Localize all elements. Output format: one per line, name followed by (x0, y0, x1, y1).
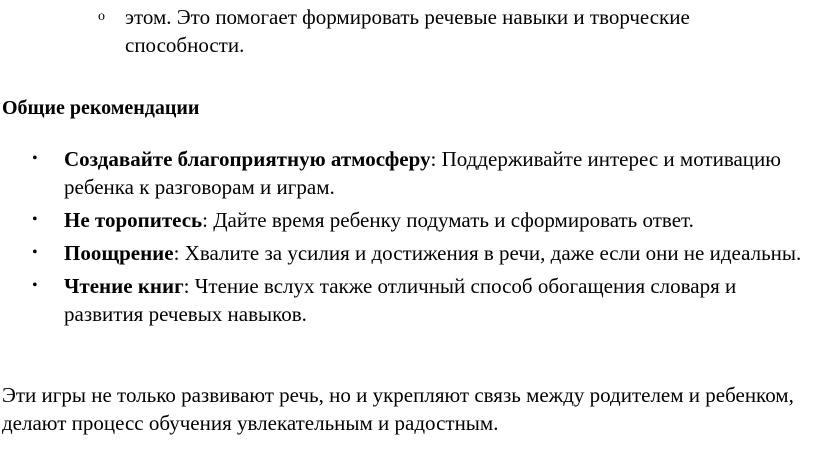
list-item-term: Создавайте благоприятную атмосферу (64, 147, 431, 171)
list-item (0, 145, 816, 201)
sub-list-item (98, 3, 808, 59)
recommendations-list (0, 145, 816, 333)
list-item-term: Не торопитесь (64, 208, 203, 232)
list-item-term: Чтение книг (64, 274, 184, 298)
closing-paragraph: Эти игры не только развивают речь, но и укрепляют связь между родителем и ребенком, делают процесс обучения увлекательным и радостным. (2, 383, 794, 435)
list-item-text: : Поддерживайте интерес и мотивацию ребенка к разговорам и играм. (64, 147, 781, 199)
bullet-icon: • (32, 277, 38, 294)
sub-list-item-text: этом. Это помогает формировать речевые навыки и творческие способности. (125, 5, 690, 57)
hollow-bullet-icon: o (98, 9, 105, 24)
list-item (0, 206, 816, 234)
list-item-text: : Хвалите за усилия и достижения в речи, даже если они не идеальны. (173, 241, 802, 265)
bullet-icon: • (32, 244, 38, 261)
list-item-term: Поощрение (64, 241, 174, 265)
section-heading: Общие рекомендации (2, 97, 200, 119)
list-item-text: : Чтение вслух также отличный способ обогащения словаря и развития речевых навыков. (64, 274, 737, 326)
list-item (0, 239, 816, 267)
bullet-icon: • (32, 211, 38, 228)
list-item (0, 272, 816, 328)
bullet-icon: • (32, 150, 38, 167)
list-item-text: : Дайте время ребенку подумать и сформировать ответ. (202, 208, 694, 232)
